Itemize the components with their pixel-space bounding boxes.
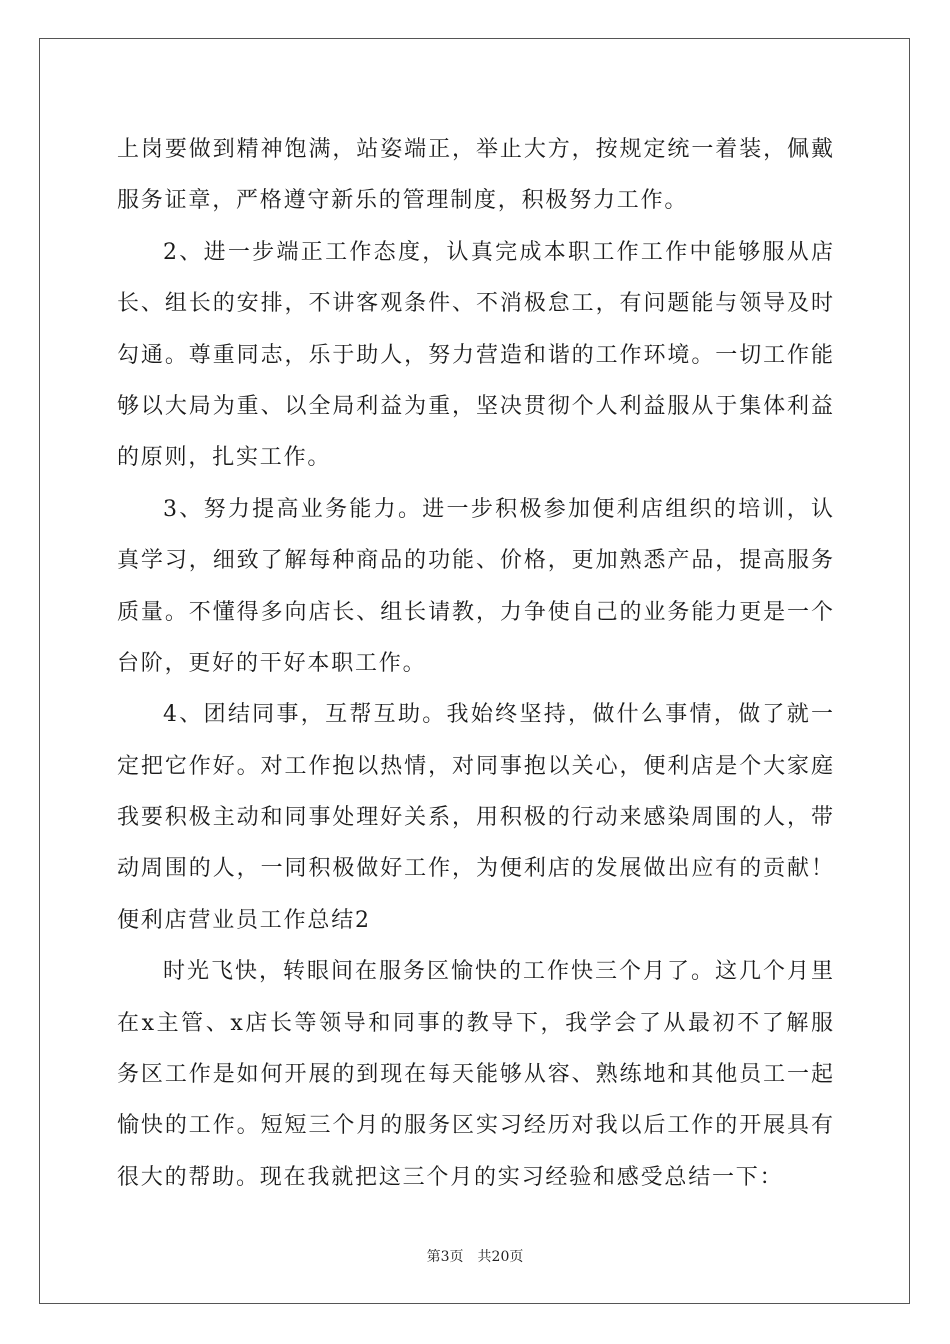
text-line: 时光飞快，转眼间在服务区愉快的工作快三个月了。这几个月里 [163, 959, 833, 985]
text-line: 2、进一步端正工作态度，认真完成本职工作工作中能够服从店 [163, 239, 833, 265]
text-line: 愉快的工作。短短三个月的服务区实习经历对我以后工作的开展具有 [117, 1113, 833, 1139]
text-line: 在x主管、x店长等领导和同事的教导下，我学会了从最初不了解服 [117, 1010, 833, 1036]
text-line: 我要积极主动和同事处理好关系，用积极的行动来感染周围的人，带 [117, 805, 833, 831]
text-line: 够以大局为重、以全局利益为重，坚决贯彻个人利益服从于集体利益 [117, 393, 833, 419]
text-line: 动周围的人，一同积极做好工作，为便利店的发展做出应有的贡献！ [117, 856, 833, 882]
text-line: 很大的帮助。现在我就把这三个月的实习经验和感受总结一下： [117, 1164, 784, 1190]
page-total: 共20页 [477, 1249, 524, 1265]
text-line: 勾通。尊重同志，乐于助人，努力营造和谐的工作环境。一切工作能 [117, 342, 833, 368]
page-number: 第3页 [426, 1249, 464, 1265]
text-line: 4、团结同事，互帮互助。我始终坚持，做什么事情，做了就一 [163, 702, 833, 728]
text-line: 真学习，细致了解每种商品的功能、价格，更加熟悉产品，提高服务 [117, 548, 833, 574]
text-line: 上岗要做到精神饱满，站姿端正，举止大方，按规定统一着装，佩戴 [117, 137, 833, 162]
text-line: 3、努力提高业务能力。进一步积极参加便利店组织的培训，认 [163, 496, 833, 522]
text-line: 服务证章，严格遵守新乐的管理制度，积极努力工作。 [117, 188, 689, 214]
section-heading: 便利店营业员工作总结2 [117, 907, 371, 933]
text-line: 长、组长的安排，不讲客观条件、不消极怠工，有问题能与领导及时 [117, 291, 833, 317]
text-line: 务区工作是如何开展的到现在每天能够从容、熟练地和其他员工一起 [117, 1062, 833, 1088]
text-line: 定把它作好。对工作抱以热情，对同事抱以关心，便利店是个大家庭 [117, 753, 833, 779]
page-footer [0, 1246, 950, 1266]
document-body [117, 124, 833, 1203]
text-line: 台阶，更好的干好本职工作。 [117, 650, 427, 676]
text-line: 质量。不懂得多向店长、组长请教，力争使自己的业务能力更是一个 [117, 599, 833, 625]
text-line: 的原则，扎实工作。 [117, 445, 332, 471]
